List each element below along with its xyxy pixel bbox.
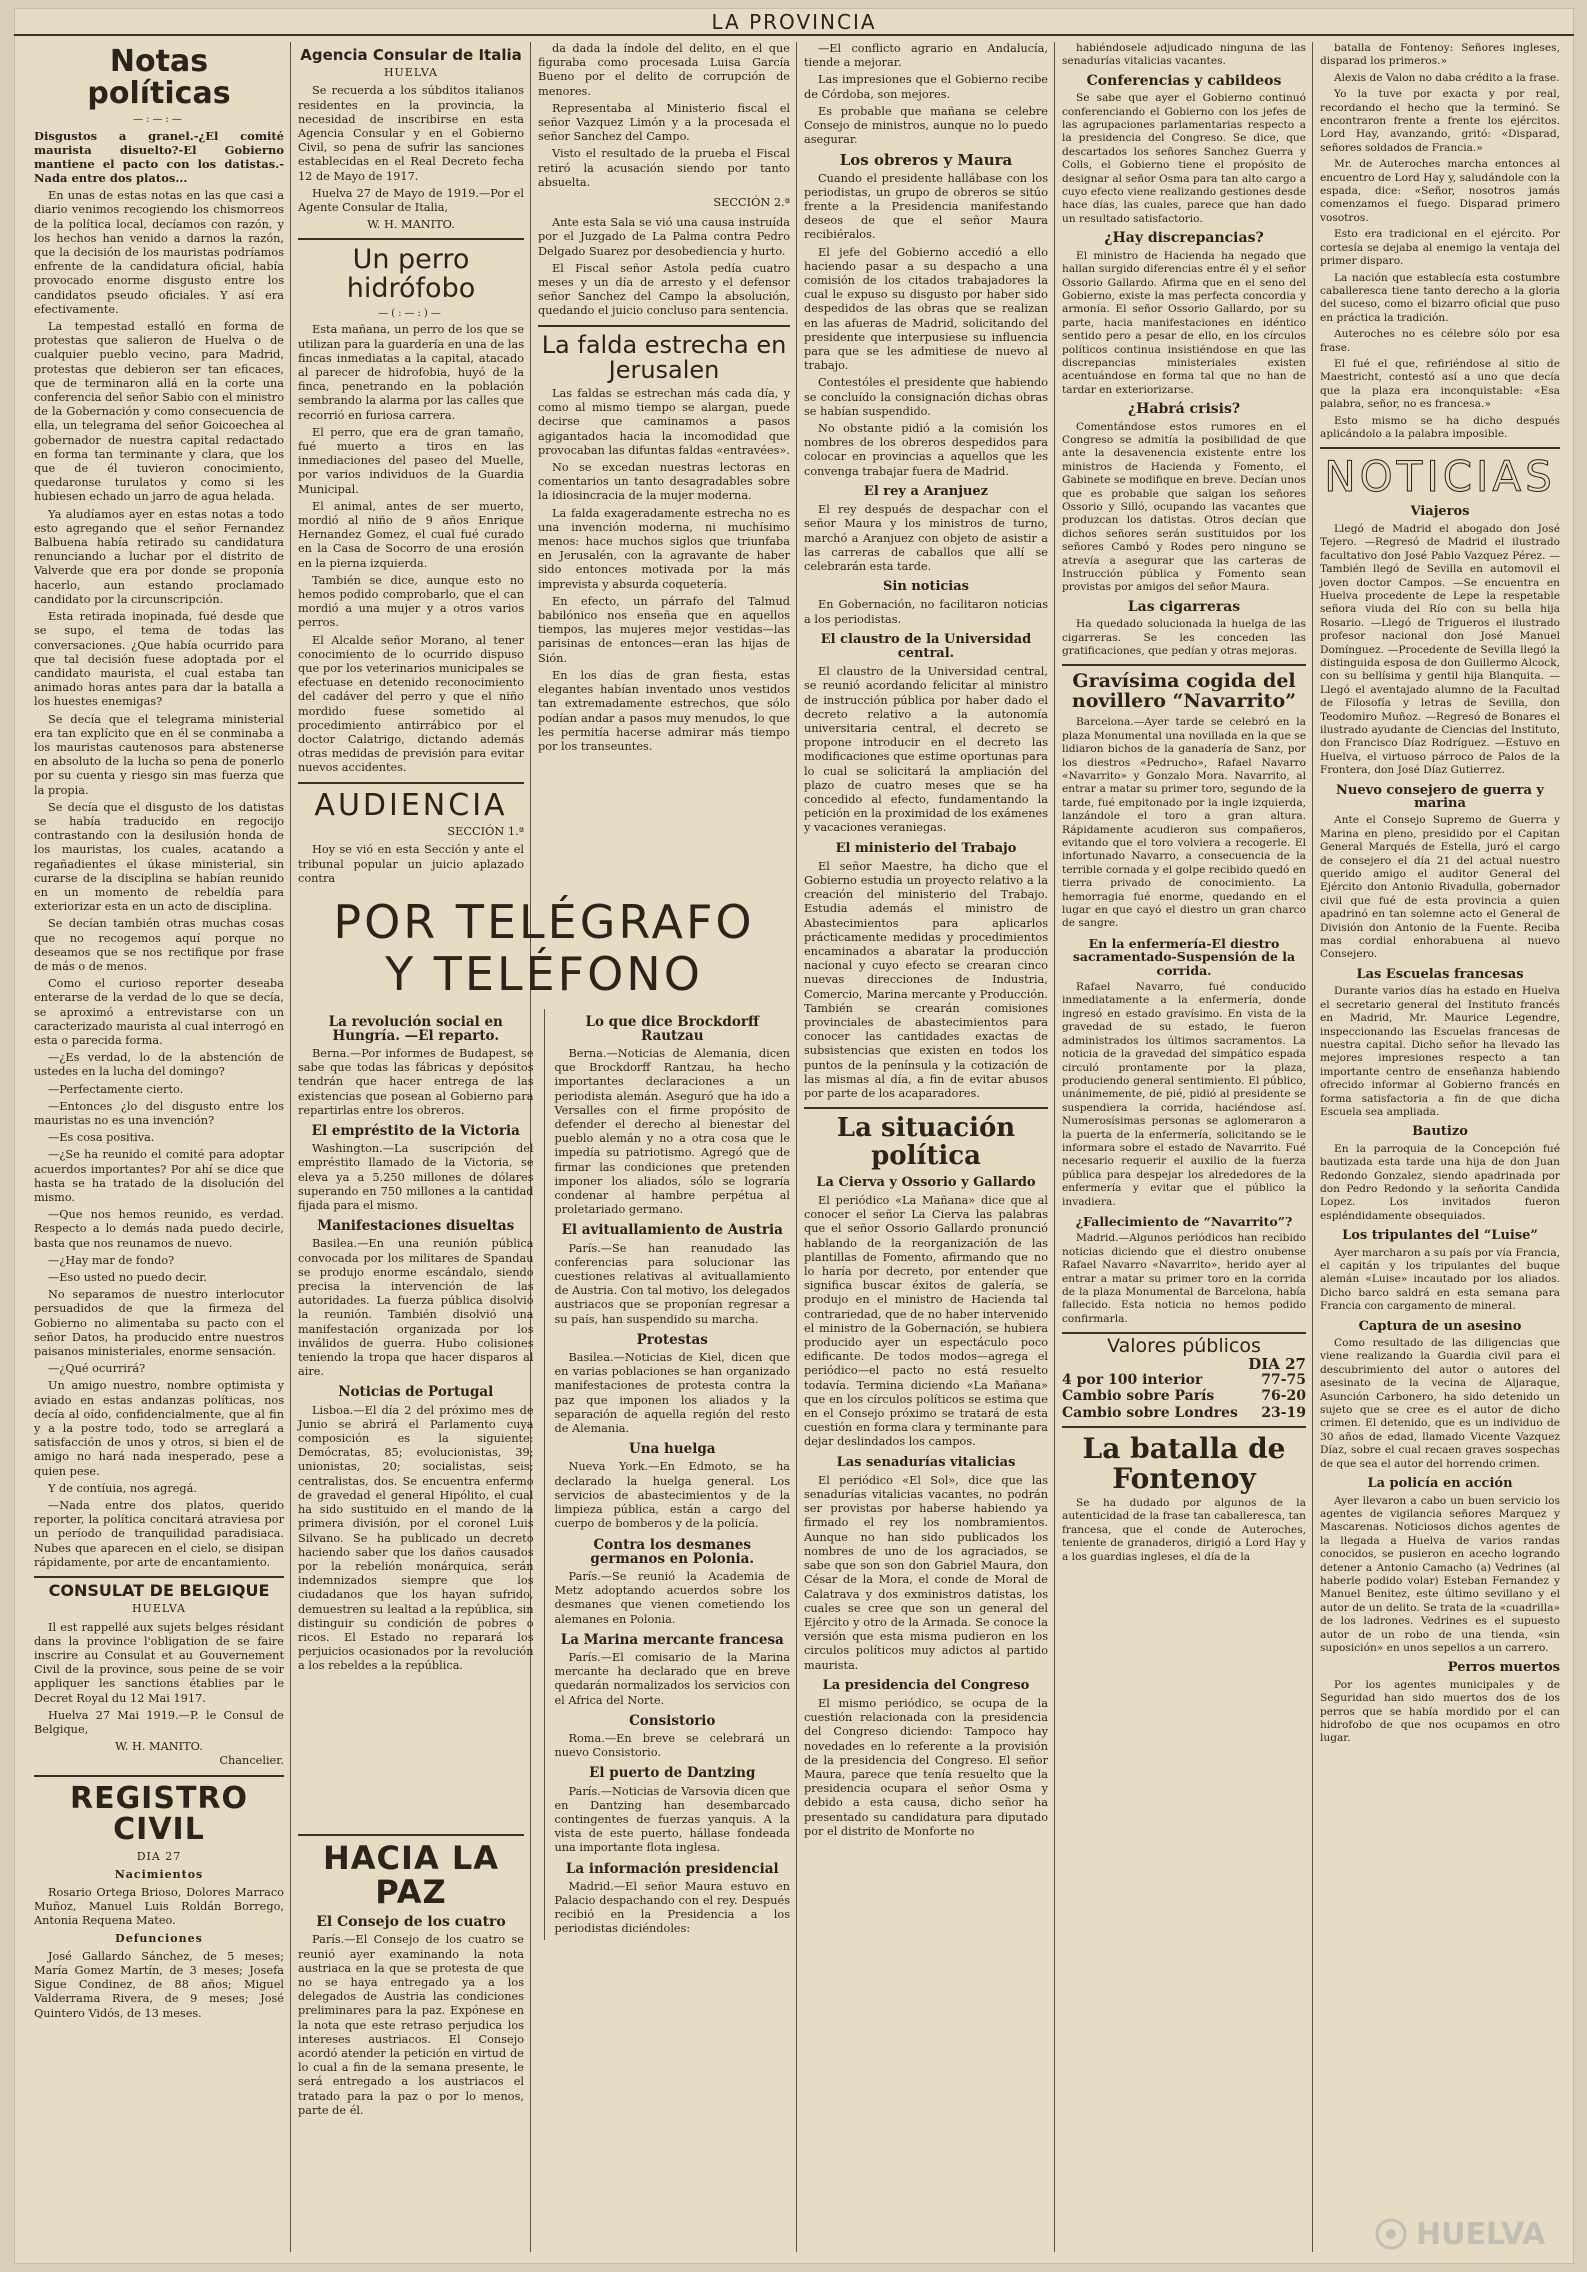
paragraph: No se excedan nuestras lectoras en comentarios un tanto desagradables sobre la idiosincracia de la mujer moderna. (538, 461, 790, 503)
telegrafo-headline: Lo que dice Brockdorff Rautzau (585, 1013, 760, 1044)
valores-row (1062, 1404, 1306, 1421)
paragraph: Se decía que el telegrama ministerial era tan explícito que en él se conminaba a los mauristas cautenosos para abstenerse en absoluto de la lucha so pena de ponerlo por su cuenta y riesgo sin mas fuerza que la propia. (34, 712, 284, 797)
agencia-date: Huelva 27 de Mayo de 1919.—Por el Agente Consular de Italia, (298, 186, 524, 215)
paragraph: Las impresiones que el Gobierno recibe de Córdoba, son mejores. (804, 73, 1048, 101)
divider (34, 1775, 284, 1777)
paragraph: Las faldas se estrechan más cada día, y como al mismo tiempo se alargan, puede decirse que caminamos a pasos agigantados hacia la incomodidad que provocaban las difuntas faldas «entravées». (538, 387, 790, 457)
fallecimiento-text: Madrid.—Algunos periódicos han recibido noticias diciendo que el diestro onubense Rafael Navarro «Navarrito», herido ayer al entrar a matar su primer toro en la corrida de la plaza Monumental de Barcelona, había fallecido. Esta noticia no hemos podido confirmarla. (1062, 1232, 1306, 1325)
audiencia-continued (538, 42, 790, 190)
paragraph: Mr. de Auteroches marcha entonces al encuentro de Lord Hay y, saludándole con la espada, dice: «Señor, nosotros jamás comenzamos el fuego. Disparad primero vosotros. (1320, 158, 1560, 224)
divider (1062, 1426, 1306, 1428)
senadurias-text: El periódico «El Sol», dice que las senadurías vitalicias vacantes, no podrán ser provistas por haberse habiendo ya firmado el rey los nombramientos. Aunque no han sido publicados los nombres de uno de los agraciados, se sabe que son son don Gabriel Maura, don César de la Mora, el conde de Moral de Calatrava y dos exministros datistas, los cuales se cree que son un general del Ejército y otro de la Armada. Se conoce la versión que esta misma pudieron en los circulos políticos muy adictos al partido maurista. (804, 1473, 1048, 1672)
paragraph: El animal, antes de ser muerto, mordió al niño de 9 años Enrique Hernandez Gomez, el cual fué curado en la Casa de Socorro de una erosión en la pierna izquierda. (298, 499, 524, 570)
ornament: —:—:— (133, 114, 185, 125)
conferencias-text: Se sabe que ayer el Gobierno continuó conferenciando el Gobierno con los jefes de las agrupaciones parlamentarias respecto a la presidencia del Congreso. Se dice, que descartados los señores Sanchez Guerra y Colls, el Gobierno tiene el propósito de designar al señor Osma para tan alto cargo a cuyo efecto viene realizando gestiones desde hace días, las cuales, parece que han dado un resultado satisfactorio. (1062, 92, 1306, 225)
agencia-city: HUELVA (383, 66, 439, 80)
policia-title: La policía en acción (1367, 1476, 1513, 1492)
sin-noticias-text: En Gobernación, no facilitaron noticias a los periodistas. (804, 598, 1048, 626)
claustro-text: El claustro de la Universidad central, se reunió acordando felicitar al ministro de instrucción pública por haber dado el decreto relativo a la autonomía universitaria central, el decreto se propone introducir en el decreto las modificaciones que estime oportunas para lo cual se solicitará la ampliación del plazo de cuatro meses que se ha concedido al efecto, fundamentando la petición en la proximidad de los exámenes y vacaciones veraniegas. (804, 665, 1048, 835)
telegrafo-headline: Noticias de Portugal (338, 1384, 494, 1401)
paragraph: Esto era tradicional en el ejército. Por cortesía se dejaba al enemigo la ventaja del primer disparo. (1320, 228, 1560, 268)
valores-table (1062, 1374, 1306, 1420)
telegrafo-headline: Protestas (636, 1331, 708, 1348)
telegrafo-text: Madrid.—El señor Maura estuvo en Palacio despachando con el rey. Después recibió en la Presidencia a los periodistas diciéndoles: (554, 1879, 791, 1936)
telegrafo-text: Roma.—En breve se celebrará un nuevo Consistorio. (554, 1731, 791, 1760)
valores-title: Valores públicos (1107, 1335, 1261, 1358)
paragraph: da dada la índole del delito, en el que figuraba como procesada Luisa García Bueno por el delito de corrupción de menores. (538, 42, 790, 98)
paragraph: Se decía que el disgusto de los datistas se había traducido en regocijo contrastando con la desilusión honda de los mauristas, los cuales, acatando a regañadientes el úkase ministerial, sin curarse de la disciplina se habían reunido en un momento de rebeldía para exteriorizar esta en un acto de disciplina. (34, 800, 284, 914)
divider (1320, 447, 1560, 449)
column-5 (804, 42, 1048, 2252)
archive-stamp-text: HUELVA (1416, 2216, 1546, 2252)
telegrafo-text: Basilea.—Noticias de Kiel, dicen que en varias poblaciones se han organizado manifestaciones de protesta contra la paz que imponen los aliados y la separación de aquella región del resto de Alemania. (554, 1351, 791, 1436)
perros-title: Perros muertos (1447, 1660, 1560, 1676)
valores-row (1062, 1390, 1306, 1403)
batalla-title: La batalla de Fontenoy (1082, 1432, 1286, 1495)
consejero-title: Nuevo consejero de guerra y marina (1336, 782, 1544, 811)
telegrafo-text: Washington.—La suscripción del empréstito llamado de la Victoria, se eleva ya a 5.250 millones de dólares superando en 750 millones a la cantidad fijada para el mismo. (298, 1142, 534, 1213)
divider (1062, 1332, 1306, 1334)
paragraph: En unas de estas notas en las que casi a diario venimos recogiendo los chismorreos de la política local, decíamos con razón, y los hechos han venido a darnos la razón, que la decisión de los mauristas podríamos enfrente de la candidatura oficial, había provocado enorme disgusto entre los candidatos pseudo oficiales. Y así era efectivamente. (34, 189, 284, 316)
perro-body (298, 323, 524, 775)
nacimientos-title: Nacimientos (114, 1867, 204, 1881)
ornament: —(:—:)— (378, 308, 444, 320)
viajeros-text: Llegó de Madrid el abogado don José Tejero. —Regresó de Madrid el ilustrado facultativo don José Pablo Vazquez Pérez. —También llegó de Sevilla en automovil el joven doctor Campos. —Se encuentra en Huelva procedente de Lepe la respetable señora viuda del Río con su bella hija Rosario. —Llegó de Trigueros el ilustrado profesor nacional don José Manuel Domínguez. —Procedente de Sevilla llegó la distinguida esposa de don Guillermo Alcock, con su bellísima y gentil hija Blanquita. —Llegó el aventajado alumno de la Facultad de Filosofía y letras de Sevilla, don Teodomiro Muñoz. —Regresó de Bonares el ilustrado ayudante de Ciencias del Instituto, don Francisco Díaz Rodríguez. —Estuvo en Huelva, el virtuoso párroco de Palos de la Frontera, don José Díaz Gutierrez. (1320, 522, 1560, 777)
situacion-title: La situación política (836, 1113, 1016, 1171)
divider (298, 1834, 524, 1836)
telegrafo-headline: Manifestaciones disueltas (317, 1218, 515, 1235)
section-2-text2: El Fiscal señor Astola pedía cuatro meses y un día de arresto y el defensor señor Sanchez del Campo la absolución, quedando el juicio concluso para sentencia. (538, 261, 790, 318)
paragraph: —Perfectamente cierto. (48, 1082, 184, 1096)
valores-day: DIA 27 (1248, 1354, 1306, 1373)
paragraph: No separamos de nuestro interlocutor persuadidos de que la firmeza del Gobierno no alimentaba su pacto con el señor Datos, ha producido entre nuestros paisanos ministeriales, enorme sensación. (34, 1288, 284, 1359)
paz-title: HACIA LA PAZ (323, 1839, 499, 1911)
batalla-continued: batalla de Fontenoy: Señores ingleses, disparad los primeros.» (1320, 42, 1560, 68)
paragraph: Como el curioso reporter deseaba enterarse de la verdad de lo que se decía, se aproximó a entrevistarse con un caracterizado maurista al cual interrogó en esta o parecida forma. (34, 977, 284, 1047)
divider (804, 1107, 1048, 1109)
paz-subtitle: El Consejo de los cuatro (316, 1914, 506, 1931)
telegrafo-text: Lisboa.—El día 2 del próximo mes de Junio se abrirá el Parlamento cuya composición es la siguiente: Demócratas, 85; evolucionistas, 39; unionistas, 20; socialistas, seis; centralistas, dos. Se encuentra enfermo de gravedad el general Hipólito, el cual ha sido sustituido en el mando de la primera división, por el coronel Luis Silvano. Se ha publicado un decreto haciendo saber que los daños causados por la rebelión monárquica, serán indemnizados siempre que los ciudadanos que los hayan sufrido, demuestren su lealtad a la república, sin distinguir su condición de pobres o ricos. El Estado no reparará los perjuicios ocasionados por la revolución a los rebeldes a la república. (298, 1403, 534, 1673)
escuelas-title: Las Escuelas francesas (1356, 966, 1524, 982)
telegrafo-headline: El avituallamiento de Austria (561, 1222, 783, 1239)
valores-row (1062, 1374, 1306, 1387)
telegrafo-headline: Una huelga (628, 1441, 716, 1458)
paragraph: —¿Qué ocurrirá? (48, 1362, 146, 1376)
consul-date: Huelva 27 Mai 1919.—P. le Consul de Belgique, (34, 1708, 284, 1736)
conferencias-title: Conferencias y cabildeos (1086, 72, 1282, 89)
masthead-title: LA PROVINCIA (711, 10, 877, 34)
crisis-title: ¿Habrá crisis? (1127, 401, 1241, 418)
cigarreras-title: Las cigarreras (1127, 598, 1241, 615)
paragraph: —¿Se ha reunido el comité para adoptar acuerdos importantes? Por ahí se dice que hasta se ha tratado de la disolución del mismo. (34, 1148, 284, 1205)
agencia-text: Se recuerda a los súbditos italianos residentes en la provincia, la necesidad de inscribirse en esta Agencia Consular y en el Gobierno Civil, so pena de sufrir las sanciones establecidas en el Real Decreto fecha 12 de Mayo de 1917. (298, 84, 524, 183)
paragraph: Es probable que mañana se celebre Consejo de ministros, aunque no lo puedo asegurar. (804, 104, 1048, 147)
paragraph: —Es cosa positiva. (48, 1131, 155, 1145)
consul-role: Chancelier. (219, 1754, 284, 1768)
paragraph: —¿Es verdad, lo de la abstención de ustedes en la lucha del domingo? (34, 1051, 284, 1079)
escuelas-text: Durante varios días ha estado en Huelva el secretario general del Instituto francés en Madrid, Mr. Maurice Legendre, inspeccionando las Escuelas francesas de nuestra capital. Dicho señor ha llevado las mejores impresiones respecto a tan importante centro de enseñanza habiendo ofrecido informar al Gobierno francés en forma satisfactoria a fin de que dicha Escuela sea ampliada. (1320, 985, 1560, 1118)
paz-text: París.—El Consejo de los cuatro se reunió ayer examinando la nota austriaca en la que se protesta de que no se haya entregado ya a los delegados de Austria las condiciones preliminares para la paz. Expónese en la nota que este retraso perjudica los intereses austriacos. El Consejo acordó atender la petición en virtud de lo cual a fin de la semana presente, le será entregado a los austriacos el tratado para la paz o por lo menos, parte de él. (298, 1933, 524, 2117)
perro-title: Un perro hidrófobo (346, 244, 476, 304)
conflicto-body (804, 42, 1048, 147)
telegrafo-headline: El empréstito de la Victoria (311, 1123, 520, 1140)
telegrafo-text: Berna.—Noticias de Alemania, dicen que Brockdorff Rantzau, ha hecho importantes declaraciones a un periodista alemán. Aseguró que ha ido a Versalles con el firme propósito de defender el derecho al bienestar del pueblo alemán y no a otra cosa que le impedía su patriotismo. Agregó que de firmar las condiciones que pretenden imponer los aliados, sólo se lograría condenar al hambre perpétua al proletariado germano. (554, 1047, 791, 1217)
telegrafo-text: Nueva York.—En Edmoto, se ha declarado la huelga general. Los servicios de abastecimientos y de la limpieza pública, están a cargo del cuerpo de bomberos y de la policía. (554, 1460, 791, 1531)
telegrafo-title-2: Y TELÉFONO (385, 947, 703, 1002)
consul-sign: W. H. MANITO. (115, 1740, 203, 1754)
notas-subtitle: Disgustos a granel.-¿El comité maurista disuelto?-El Gobierno mantiene el pacto con los datistas.-Nada entre dos platos... (34, 129, 284, 186)
archive-logo-icon (1374, 2217, 1408, 2251)
discrepancias-text: El ministro de Hacienda ha negado que hallan surgido diferencias entre él y el señor Ossorio Gallardo. Afirma que en el seno del Gobierno, existe la mas perfecta concordia y armonía. El señor Ossorio Gallardo, por su parte, hacia manifestaciones en idéntico sentido pero a pesar de ello, en los círculos políticos continua insistiéndose en que las discrepancias ministeriales existen acentuándose en forma tal que no han de tardar en exteriorizarse. (1062, 249, 1306, 396)
column-6 (1062, 42, 1306, 2252)
paragraph: —Eso usted no puedo decir. (48, 1271, 207, 1285)
paragraph: Esta retirada inopinada, fué desde que se supo, el tema de todas las conversaciones. ¿Que había ocurrido para que tal decisión fuese adoptada por el candidato maurista, el cual estaba tan animado horas antes para dar la batalla a los huestes enemigas? (34, 610, 284, 709)
telegrafo-text: París.—Se reunió la Academia de Metz adoptando acuerdos sobre los desmanes que vienen cometiendo los alemanes en Polonia. (554, 1569, 791, 1626)
paz-section (298, 1828, 524, 2248)
presidencia-text: El mismo periódico, se ocupa de la cuestión relacionada con la presidencia del Congreso diciendo: Tampoco hay novedades en lo referente a la provisión de la presidencia del Congreso. El señor Maura, parece que tenía resuelto que la presidencia ocupara el señor Osma y debido a esta causa, dicho señor ha presentado su candidatura para diputado por el distrito de Monforte no (804, 1696, 1048, 1838)
nacimientos-text: Rosario Ortega Brioso, Dolores Marraco Muñoz, Manuel Luis Roldán Borrego, Antonia Requena Mateo. (34, 1885, 284, 1928)
divider (298, 238, 524, 240)
valores-label: Cambio sobre Londres (1062, 1404, 1238, 1421)
column-rule (796, 42, 797, 2252)
trabajo-title: El ministerio del Trabajo (835, 840, 1017, 856)
telegrafo-text: París.—El comisario de la Marina mercante ha declarado que en breve quedarán normalizados los servicios con el Africa del Norte. (554, 1650, 791, 1707)
viajeros-title: Viajeros (1410, 504, 1470, 520)
obreros-body (804, 172, 1048, 479)
batalla-body (1320, 72, 1560, 442)
falda-body (538, 387, 790, 754)
section-2: SECCIÓN 2.ª (713, 196, 790, 210)
defunciones-title: Defunciones (115, 1931, 203, 1945)
telegrafo-headline: El puerto de Dantzing (589, 1765, 756, 1782)
obreros-title: Los obreros y Maura (839, 151, 1013, 170)
newspaper-page (14, 8, 1574, 2264)
registro-title: REGISTRO CIVIL (69, 1780, 249, 1848)
crisis-text: Comentándose estos rumores en el Congreso se admitía la posibilidad de que ante la desavenencia existente entre los ministros de Hacienda y Fomento, el Gabinete se modifique en breve. Decían unos que es probable que salgan los señores Ossorio y Silló, ocupando las vacantes que produzcan los datistas. Otros decían que dichos señores serán sustituidos por los señores Cambó y Rodes pero ninguno se atrevía a asegurar que las carteras de Instrucción pública y Fomento sean provistas por amigos del señor Maura. (1062, 420, 1306, 594)
paragraph: Cuando el presidente hallábase con los periodistas, un grupo de obreros se sitúo frente a la Presidencia manifestando deseos de que el señor Maura recibiéralos. (804, 171, 1048, 242)
telegrafo-headline: La información presidencial (565, 1860, 779, 1877)
audiencia-section: SECCIÓN 1.ª (447, 825, 524, 839)
paragraph: En los días de gran fiesta, estas elegantes habían inventado unos vestidos tan extremadamente estrechos, que sólo podían andar a pasos muy menudos, lo que les permitía hacerse admirar más tiempo por los transeuntes. (538, 668, 790, 753)
policia-text: Ayer llevaron a cabo un buen servicio los agentes de vigilancia señores Marquez y Mascarenas. Noticiosos dichos agentes de la llegada a Huelva de varios randas conocidos, se pusieron en acecho logrando detener a Antonio Camacho (a) Vedrines (al haberle podido volar) Esteban Fernandez y Manuel Benitez, este último sevillano y el autor de un delito. Se trata de la «cuadrilla» de los ladrones. Vedrines es el supuesto autor de un robo de una tienda, «sin suposición» en unos sepelios a un carrero. (1320, 1494, 1560, 1654)
paragraph: El Alcalde señor Morano, al tener conocimiento de lo ocurrido dispuso que por los veterinarios municipales se efectuase en detenido reconocimiento del cadáver del perro y que el niño mordido fuese sometido al procedimiento antirrábico por el doctor Calatrigo, dictando además otras medidas de previsión para evitar nuevos accidentes. (298, 633, 524, 775)
enfermeria-text: Rafael Navarro, fué conducido inmediatamente a la enfermería, donde ingresó en estado gravísimo. En vista de la gravedad de su estado, le fueron administrados los últimos sacramentos. La noticia de la gravedad del simpático espada circuló prontamente por la plaza, produciendo general sentimiento. El público, unánimemente, de pié, pidió al presidente se suspendiera la corrida, haciéndose así. Numerosísimas personas se aglomeraron a la puerta de la enfermería, solicitando se le informara sobre el estado de Navarrito. Fué necesario requerir el auxilio de la fuerza pública para despejar los alrededores de la enfermería y evitar que el público la invadiera. (1062, 981, 1306, 1208)
sin-noticias-title: Sin noticias (883, 579, 969, 595)
paragraph: —Entonces ¿lo del disgusto entre los mauristas no es una invención? (34, 1099, 284, 1127)
valores-value: 76-20 (1261, 1388, 1306, 1405)
divider (34, 1576, 284, 1578)
paragraph: Y de contíuia, nos agregá. (48, 1481, 197, 1495)
paragraph: Auteroches no es célebre sólo por esa frase. (1320, 328, 1560, 354)
paragraph: También se dice, aunque esto no hemos podido comprobarlo, que el can mordió a una mujer y a otros varios perros. (298, 573, 524, 630)
paragraph: El jefe del Gobierno accedió a ello haciendo pasar a su despacho a una comisión de los citados trabajadores la cual le expuso su disgusto por haber sido despedidos de las obras que se realizan en las afueras de Madrid, solicitando del presidente que interpusiese su influencia para que se les admitiese de nuevo al trabajo. (804, 245, 1048, 373)
consul-city: HUELVA (131, 1602, 187, 1616)
cogida-text: Barcelona.—Ayer tarde se celebró en la plaza Monumental una novillada en la que se lidiaron bichos de la ganadería de Sanz, por los diestros «Pedrucho», Rafael Navarro «Navarrito» y Gonzalo Mora. Navarrito, al entrar a matar su primer toro, segundo de la tarde, fué empitonado por la ingle izquierda, lanzándole el toro a gran altura. Rápidamente acudieron sus compañeros, evitando que el toro volviera a recogerle. El infortunado Navarro, a consecuencia de la terrible cornada y el golpe recibido quedó en tierra privado de conocimiento. La hemorragia fué enorme, quedando en el lugar en que cayó el diestro un gran charco de sangre. (1062, 716, 1306, 930)
paragraph: —¿Hay mar de fondo? (48, 1253, 175, 1267)
paragraph: Alexis de Valon no daba crédito a la frase. (1334, 71, 1560, 84)
paragraph: El fué el que, refiriéndose al sitio de Maestricht, contestó así a uno que decía que la plaza era inconquistable: «Esa palabra, señor, no es francesa.» (1320, 357, 1560, 411)
column-rule (1054, 42, 1055, 2252)
aranjuez-title: El rey a Aranjuez (863, 483, 989, 499)
paragraph: Esta mañana, un perro de los que se utilizan para la guardería en una de las fincas inmediatas a la capital, atacado al parecer de hidrofobia, huyó de la finca, penetrando en la población sembrando la alarma por las calles que recorrió en furiosa carrera. (298, 323, 524, 422)
column-2 (298, 42, 524, 885)
claustro-title: El claustro de la Universidad central. (820, 631, 1032, 661)
paragraph: —Nada entre dos platos, querido reporter, la política concitará atraviesa por un período de tranquilidad paradisiaca. Nubes que aparecen en el cielo, se disipan rápidamente, por arte de encantamiento. (34, 1499, 284, 1569)
valores-value: 77-75 (1261, 1372, 1306, 1389)
telegrafo-headline: La revolución social en Hungría. —El reparto. (328, 1013, 503, 1044)
consul-text: Il est rappellé aux sujets belges résidant dans la province l'obligation de se faire inscrire au Consulat et au Gouvernement Civil de la province, sous peine de se voir appliquer les sanctions établies par le Decret Royal du 12 Mai 1917. (34, 1620, 284, 1705)
noticias-title: NOTICIAS (1324, 452, 1556, 502)
valores-label: 4 por 100 interior (1062, 1372, 1203, 1389)
notas-title: Notas políticas (87, 44, 231, 111)
paragraph: El perro, que era de gran tamaño, fué muerto a tiros en las inmediaciones del paseo del Muelle, por varios individuos de la Guardia Municipal. (298, 425, 524, 496)
telegrafo-right (555, 1009, 791, 1940)
enfermeria-title: En la enfermería-El diestro sacramentado-Suspensión de la corrida. (1072, 935, 1296, 978)
perros-text: Por los agentes municipales y de Seguridad han sido muertos dos de los perros que se había mordido por el can hidrofobo de que nos ocupamos en otro lugar. (1320, 1678, 1560, 1745)
registro-day: DIA 27 (136, 1849, 182, 1863)
cigarreras-text: Ha quedado solucionada la huelga de las cigarreras. Se les conceden las gratificaciones, que pedían y otras mejoras. (1062, 618, 1306, 658)
senadurias-title: Las senadurías vitalicias (836, 1454, 1016, 1470)
captura-title: Captura de un asesino (1358, 1318, 1522, 1334)
situacion-subtitle: La Cierva y Ossorio y Gallardo (816, 1174, 1036, 1190)
discrepancias-title: ¿Hay discrepancias? (1104, 230, 1264, 247)
audiencia-text: Hoy se vió en esta Sección y ante el tribunal popular un juicio aplazado contra (298, 843, 524, 885)
fallecimiento-title: ¿Fallecimiento de “Navarrito”? (1075, 1213, 1293, 1229)
agencia-title: Agencia Consular de Italia (300, 46, 522, 64)
batalla-text: Se ha dudado por algunos de la autenticidad de la frase tan caballeresca, tan francesa, que el conde de Auteroches, teniente de granaderos, dirigió a Lord Hay y a los guardias ingleses, el día de la (1062, 1497, 1306, 1563)
column-7 (1320, 42, 1560, 2252)
paragraph: Ya aludíamos ayer en estas notas a todo esto agregando que el señor Fernandez Balbuena había retirado su candidatura renunciando a luchar por el distrito de Valverde que era por donde se proponía hacerlo, aun estando proclamado candidato por la circunscripción. (34, 507, 284, 606)
audiencia-title: AUDIENCIA (314, 787, 508, 823)
bautizo-title: Bautizo (1412, 1124, 1468, 1140)
telegrafo-text: Basilea.—En una reunión pública convocada por los militares de Spandau se produjo enorme escándalo, siendo precisa la intervención de las autoridades. La fuerza pública disolvió la reunión. También disolvió una manifestación organizada por los inválidos de guerra. Hubo colisiones teniendo la tropa que hacer disparos al aire. (298, 1237, 534, 1379)
telegrafo-headline: La Marina mercante francesa (560, 1631, 784, 1648)
telegrafo-headline: Consistorio (629, 1712, 716, 1729)
situacion-text: El periódico «La Mañana» dice que al conocer el señor La Cierva las palabras que el señor Ossorio Gallardo pronunció hablando de la reorganización de las plantillas de Fomento, afirmando que no lo haría por decreto, por entender que significa buscar éxitos de galería, se produjo en el ministro de Hacienda tal contrariedad, que de no haber intervenido el ministro de la Gobernación, se hubiera producido ayer un espectáculo poco edificante. De todos modos—agrega el periódico—el pacto no está resuelto todavía. Termina diciendo «La Mañana» que en los círculos políticos se estima que en el Consejo próximo se tratará de esta cuestión en forma clara y terminante para dejar deslindados los campos. (804, 1194, 1048, 1449)
column-3 (538, 42, 790, 872)
paragraph: La nación que establecía esta costumbre caballeresca tiene tanto derecho a la gloria del suceso, como el bizarro oficial que puso en práctica la tradición. (1320, 271, 1560, 324)
paragraph: Contestóles el presidente que habiendo se concluído la consignación dichas obras se habían suspendido. (804, 376, 1048, 418)
consejero-text: Ante el Consejo Supremo de Guerra y Marina en pleno, presidido por el Capitan General Marqués de Estella, juró el cargo de consejero el día 21 del actual nuestro querido amigo el auditor General del Ejército don Antonio Rivadulla, gobernador civil que fué de esta provincia a quien apadrinó en tan solemne acto el General de División don Antonio de la Fuente. Reciba mas cordial enhorabuena al nuevo Consejero. (1320, 814, 1560, 961)
senadurias-continued: habiéndosele adjudicado ninguna de las senadurías vitalicias vacantes. (1062, 42, 1306, 68)
captura-text: Como resultado de las diligencias que viene realizando la Guardia civil para el descubrimiento del autor o autores del asesinato de la vecina de Aljaraque, Asunción Carbonero, ha sido detenido un sujeto que se cree es el autor de dicho crimen. El detenido, que es un individuo de 30 años de edad, llamado Vicente Vazquez Díaz, sobre el cual recaen graves sospechas de que sea el autor del horrendo crimen. (1320, 1337, 1560, 1470)
telegrafo-text: Berna.—Por informes de Budapest, se sabe que todas las fábricas y depósitos tendrán que hacer entrega de las existencias que posean al Gobierno para repartirlas entre los obreros. (298, 1047, 534, 1117)
consul-title: CONSULAT DE BELGIQUE (48, 1581, 270, 1601)
paragraph: La falda exageradamente estrecha no es una invención moderna, ni muchísimo menos: hace muchos siglos que triunfaba en Jerusalén, con la agravante de haber sido entonces motivada por la más imprevista y absurda coquetería. (538, 506, 790, 591)
telegrafo-left (298, 1009, 534, 1940)
paragraph: Esto mismo se ha dicho después aplicándolo a la palabra imposible. (1320, 414, 1560, 440)
archive-stamp (1374, 2214, 1554, 2254)
paragraph: En efecto, un párrafo del Talmud babilónico nos enseña que en aquellos tiempos, las mujeres mejor vestidas—las parisinas de entonces—eran las hijas de Sión. (538, 594, 790, 665)
paragraph: Representaba al Ministerio fiscal el señor Vazquez Limón y a la procesada el señor Sanchez del Campo. (538, 101, 790, 144)
telegrafo-headline: Contra los desmanes germanos en Polonia. (590, 1536, 755, 1567)
divider (1062, 664, 1306, 666)
paragraph: —Que nos hemos reunido, es verdad. Respecto a lo demás nada puedo decirle, basta que nos reunamos de nuevo. (34, 1208, 284, 1250)
paragraph: Yo la tuve por exacta y por real, recordando el hecho que la terminó. Se encontraron frente a frente los ejércitos. Lord Hay, avanzando, gritó: «Disparad, señores soldados de Francia.» (1320, 88, 1560, 154)
paragraph: Se decían también otras muchas cosas que no recogemos aquí porque no deseamos que se nos rectifique por frase de más o de menos. (34, 917, 284, 973)
column-rule (290, 42, 291, 2252)
valores-value: 23-19 (1261, 1404, 1306, 1421)
luise-title: Los tripulantes del “Luise” (1342, 1228, 1538, 1244)
paragraph: —El conflicto agrario en Andalucía, tiende a mejorar. (804, 42, 1048, 70)
column-1 (34, 42, 284, 2252)
bautizo-text: En la parroquia de la Concepción fué bautizada esta tarde una hija de don Juan Redondo Gonzalez, siendo apadrinada por don Pedro Redondo y la señorita Candida Lopez. Los invitados fueron espléndidamente obsequiados. (1320, 1142, 1560, 1222)
falda-title: La falda estrecha en Jerusalen (541, 330, 787, 384)
aranjuez-text: El rey después de despachar con el señor Maura y los ministros de turno, marchó a Aranjuez con objeto de asistir a las carreras de caballos que allí se celebrarán esta tarde. (804, 503, 1048, 573)
masthead (14, 8, 1574, 36)
paragraph: Un amigo nuestro, nombre optimista y aviado en estas andanzas políticas, nos decía al oído, confidencialmente, que al fin y a la postre todo, todo se arreglará a satisfacción de unos y otros, si bien el de amigo no hará nada inesperado, pese a quien pese. (34, 1379, 284, 1478)
paragraph: Visto el resultado de la prueba el Fiscal retiró la acusación siendo por tanto absuelta. (538, 147, 790, 189)
divider (298, 782, 524, 784)
divider (538, 325, 790, 327)
trabajo-text: El señor Maestre, ha dicho que el Gobierno estudia un proyecto relativo a la creación del ministerio del Trabajo. Estudia además el ministro de Abastecimientos para aplicarlos prácticamente medidas y procedimientos encaminados a abaratar la producción nacional y cuyo efecto se crearan cinco nuevas direcciones de Industria, Comercio, Marina mercante y Producción. También se crearán comisiones provinciales de abastecimientos para conocer las cantidades exactas de subsistencias que existen en todos los puntos de la península y la cotización de las mismas al día, a fin de evitar abusos por parte de los acaparadores. (804, 859, 1048, 1101)
telegrafo-text: París.—Se han reanudado las conferencias para solucionar las cuestiones relativas al avituallamiento de Austria. Con tal motivo, los delegados austriacos que se proponían regresar a su país, han suspendido su marcha. (554, 1241, 791, 1326)
telegrafo-title-1: POR TELÉGRAFO (333, 895, 755, 949)
cogida-title: Gravísima cogida del novillero “Navarrito” (1071, 670, 1297, 713)
presidencia-title: La presidencia del Congreso (822, 1677, 1030, 1693)
agencia-sign: W. H. MANITO. (367, 218, 455, 232)
luise-text: Ayer marcharon a su país por vía Francia, el capitán y los tripulantes del buque alemán «Luise» incautado por los aliados. Dicho barco saldrá en esta semana para Francia con cargamento de mineral. (1320, 1246, 1560, 1313)
telegrafo-text: París.—Noticias de Varsovia dicen que en Dantzing han desembarcado contingentes de fuerzas yanquis. A la vista de este puerto, hállase fondeada una importante flota inglesa. (554, 1784, 791, 1855)
valores-label: Cambio sobre París (1062, 1388, 1215, 1405)
section-2-text: Ante esta Sala se vió una causa instruída por el Juzgado de La Palma contra Pedro Delgado Suarez por desobediencia y hurto. (538, 216, 790, 258)
defunciones-text: José Gallardo Sánchez, de 5 meses; María Gomez Martín, de 3 meses; Josefa Sigue Condinez, de 88 años; Miguel Valderrama Rivera, de 9 meses; José Quintero Vidós, de 13 meses. (34, 1949, 284, 2020)
paragraph: La tempestad estalló en forma de protestas que salieron de Huelva o de cualquier pueblo vecino, para Madrid, protestas que debieron ser tan eficaces, que de terminaron allá en la corte una conferencia del señor Sabio con el ministro de la Gobernación y como consecuencia de ella, un telegrama del señor Goicoechea al gobernador de nuestra capital redactado en forma tan terminante y clara, que los que de él tuvieron conocimiento, quedaronse turulatos y como si les hubiesen echado un jarro de agua helada. (34, 320, 284, 504)
paragraph: No obstante pidió a la comisión los nombres de los obreros despedidos para colocar en provincias a aquellos que les convenga trabajar fuera de Madrid. (804, 422, 1048, 478)
column-rule (1312, 42, 1313, 2252)
notas-body (34, 189, 284, 1570)
